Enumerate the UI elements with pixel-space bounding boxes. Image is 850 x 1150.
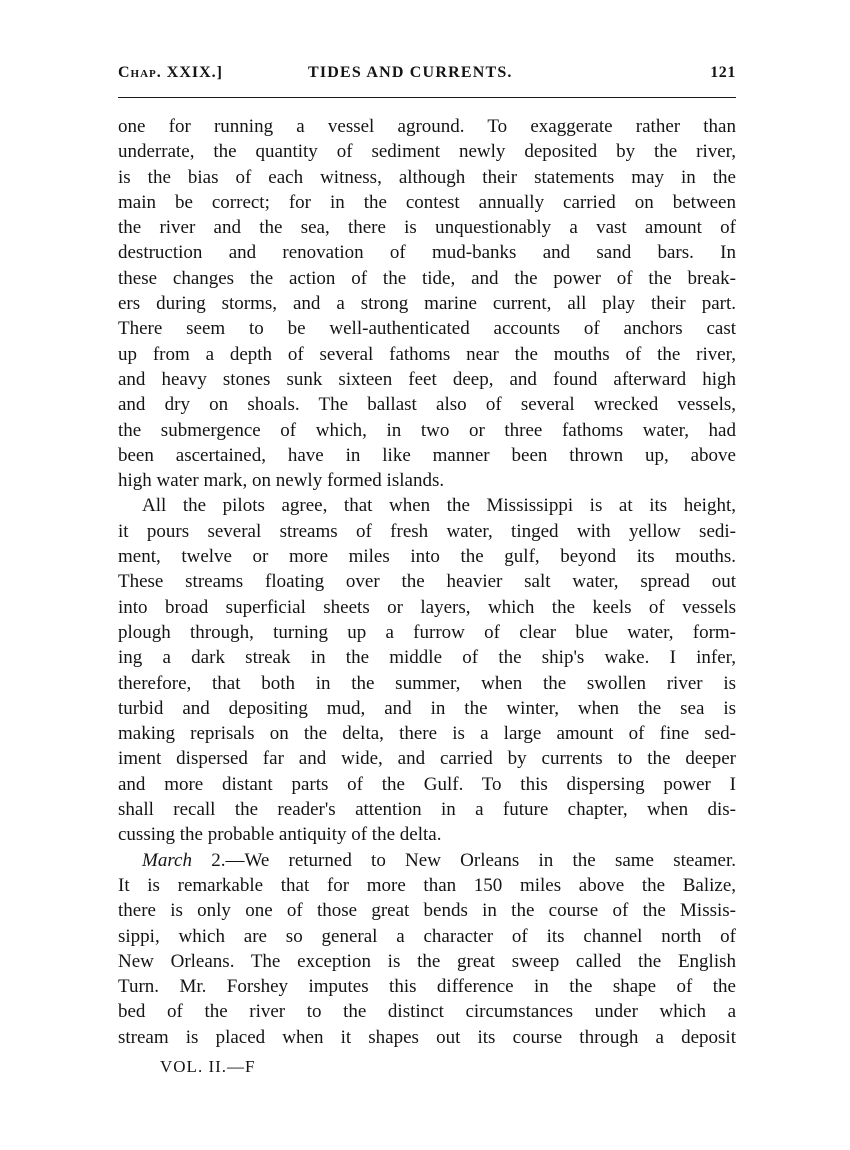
text-line: and more distant parts of the Gulf. To this dispersing power I xyxy=(118,773,736,795)
text-line: sippi, which are so general a character of its channel north of xyxy=(118,925,736,947)
text-line: These streams floating over the heavier salt water, spread out xyxy=(118,571,736,593)
text-fragment: 2.—We returned to New Orleans in the same steamer. xyxy=(211,849,736,871)
text-line: turbid and depositing mud, and in the winter, when the sea is xyxy=(118,697,736,719)
running-head xyxy=(118,64,736,88)
chapter-label: Chap. XXIX.] xyxy=(118,64,223,81)
text-line: into broad superficial sheets or layers, which the keels of vessels xyxy=(118,596,736,618)
text-line: iment dispersed far and wide, and carried by currents to the deeper xyxy=(118,748,736,770)
text-line: these changes the action of the tide, and the power of the break- xyxy=(118,267,736,289)
text-line: stream is placed when it shapes out its course through a deposit xyxy=(118,1026,736,1048)
page-number: 121 xyxy=(710,64,736,81)
text-line: one for running a vessel aground. To exaggerate rather than xyxy=(118,116,736,137)
text-line: it pours several streams of fresh water, tinged with yellow sedi- xyxy=(118,520,736,542)
text-line: high water mark, on newly formed islands. xyxy=(118,470,445,492)
text-line: plough through, turning up a furrow of clear blue water, form- xyxy=(118,621,736,643)
text-line: There seem to be well-authenticated accounts of anchors cast xyxy=(118,318,736,340)
text-line: therefore, that both in the summer, when the swollen river is xyxy=(118,672,736,694)
text-line: been ascertained, have in like manner been thrown up, above xyxy=(118,444,736,466)
text-line: and dry on shoals. The ballast also of several wrecked vessels, xyxy=(118,394,736,416)
page-title: TIDES AND CURRENTS. xyxy=(308,64,513,81)
text-line: Turn. Mr. Forshey imputes this difference in the shape of the xyxy=(118,976,736,998)
signature-mark: VOL. II.—F xyxy=(160,1057,256,1076)
text-line: and heavy stones sunk sixteen feet deep, and found afterward high xyxy=(118,368,736,390)
date-label: March xyxy=(142,849,192,871)
text-line: underrate, the quantity of sediment newly deposited by the river, xyxy=(118,141,736,163)
text-line: It is remarkable that for more than 150 miles above the Balize, xyxy=(118,874,736,896)
text-line: is the bias of each witness, although their statements may in the xyxy=(118,166,736,188)
text-line: ers during storms, and a strong marine current, all play their part. xyxy=(118,293,736,315)
text-line: shall recall the reader's attention in a future chapter, when dis- xyxy=(118,799,736,821)
header-rule xyxy=(118,97,736,98)
text-line: there is only one of those great bends in the course of the Missis- xyxy=(118,900,736,922)
text-line: up from a depth of several fathoms near the mouths of the river, xyxy=(118,343,736,365)
text-line: the river and the sea, there is unquestionably a vast amount of xyxy=(118,217,736,239)
text-line-dated xyxy=(118,848,736,873)
body-text xyxy=(118,114,736,1050)
text-line: ing a dark streak in the middle of the ship's wake. I infer, xyxy=(118,647,736,669)
text-line: All the pilots agree, that when the Mississippi is at its height, xyxy=(142,495,736,517)
text-line: ment, twelve or more miles into the gulf, beyond its mouths. xyxy=(118,546,736,568)
text-line: the submergence of which, in two or three fathoms water, had xyxy=(118,419,736,441)
text-line: destruction and renovation of mud-banks and sand bars. In xyxy=(118,242,736,264)
text-line: main be correct; for in the contest annually carried on between xyxy=(118,191,736,213)
text-line: New Orleans. The exception is the great sweep called the English xyxy=(118,950,736,972)
text-line: cussing the probable antiquity of the delta. xyxy=(118,824,442,846)
text-line: making reprisals on the delta, there is a large amount of fine sed- xyxy=(118,723,736,745)
text-line: bed of the river to the distinct circumstances under which a xyxy=(118,1001,736,1023)
